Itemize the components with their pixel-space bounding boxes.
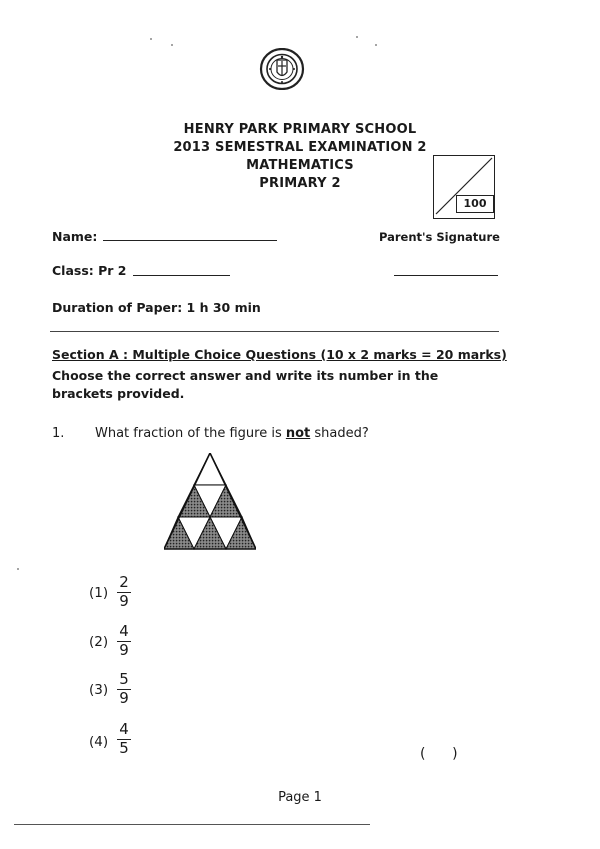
score-box <box>433 155 495 219</box>
question-text-after: shaded? <box>310 426 369 441</box>
option-fraction <box>117 574 131 610</box>
page-number: Page 1 <box>278 790 322 805</box>
name-label: Name: <box>52 229 98 244</box>
header-divider <box>50 331 499 332</box>
parent-signature-blank[interactable] <box>394 275 498 276</box>
option-label: (3) <box>89 682 109 698</box>
fraction-numerator: 4 <box>119 622 129 640</box>
name-blank[interactable] <box>103 240 277 241</box>
option-label: (2) <box>89 634 109 650</box>
school-crest-logo <box>256 48 308 90</box>
duration-text: Duration of Paper: 1 h 30 min <box>52 300 261 315</box>
fraction-denominator: 5 <box>119 739 129 757</box>
footer-divider <box>14 824 370 825</box>
school-name: HENRY PARK PRIMARY SCHOOL <box>183 122 417 137</box>
question-number: 1. <box>52 426 65 441</box>
section-a-title: Section A : Multiple Choice Questions (10 x 2 marks = 20 marks) <box>52 347 507 362</box>
fraction-denominator: 9 <box>119 592 129 610</box>
class-label: Class: Pr 2 <box>52 263 127 278</box>
fraction-numerator: 5 <box>119 670 129 688</box>
parent-signature-label: Parent's Signature <box>379 230 500 244</box>
triangle-figure <box>164 453 256 553</box>
option-fraction <box>117 623 131 659</box>
option-fraction <box>117 721 131 757</box>
class-blank[interactable] <box>133 275 230 276</box>
fraction-numerator: 2 <box>119 573 129 591</box>
option-fraction <box>117 671 131 707</box>
option-label: (4) <box>89 734 109 750</box>
level-title: PRIMARY 2 <box>259 176 341 191</box>
answer-bracket[interactable]: ( ) <box>420 746 458 762</box>
option-label: (1) <box>89 585 109 601</box>
score-total: 100 <box>456 195 494 213</box>
fraction-numerator: 4 <box>119 720 129 738</box>
question-text-before: What fraction of the figure is <box>95 426 286 441</box>
exam-title: 2013 SEMESTRAL EXAMINATION 2 <box>173 140 427 155</box>
fraction-denominator: 9 <box>119 641 129 659</box>
section-a-instructions: Choose the correct answer and write its number in the brackets provided. <box>52 368 439 401</box>
question-emphasis: not <box>285 426 311 441</box>
white-triangle <box>194 453 226 485</box>
question-text <box>95 426 369 441</box>
subject-title: MATHEMATICS <box>246 158 354 173</box>
fraction-denominator: 9 <box>119 689 129 707</box>
